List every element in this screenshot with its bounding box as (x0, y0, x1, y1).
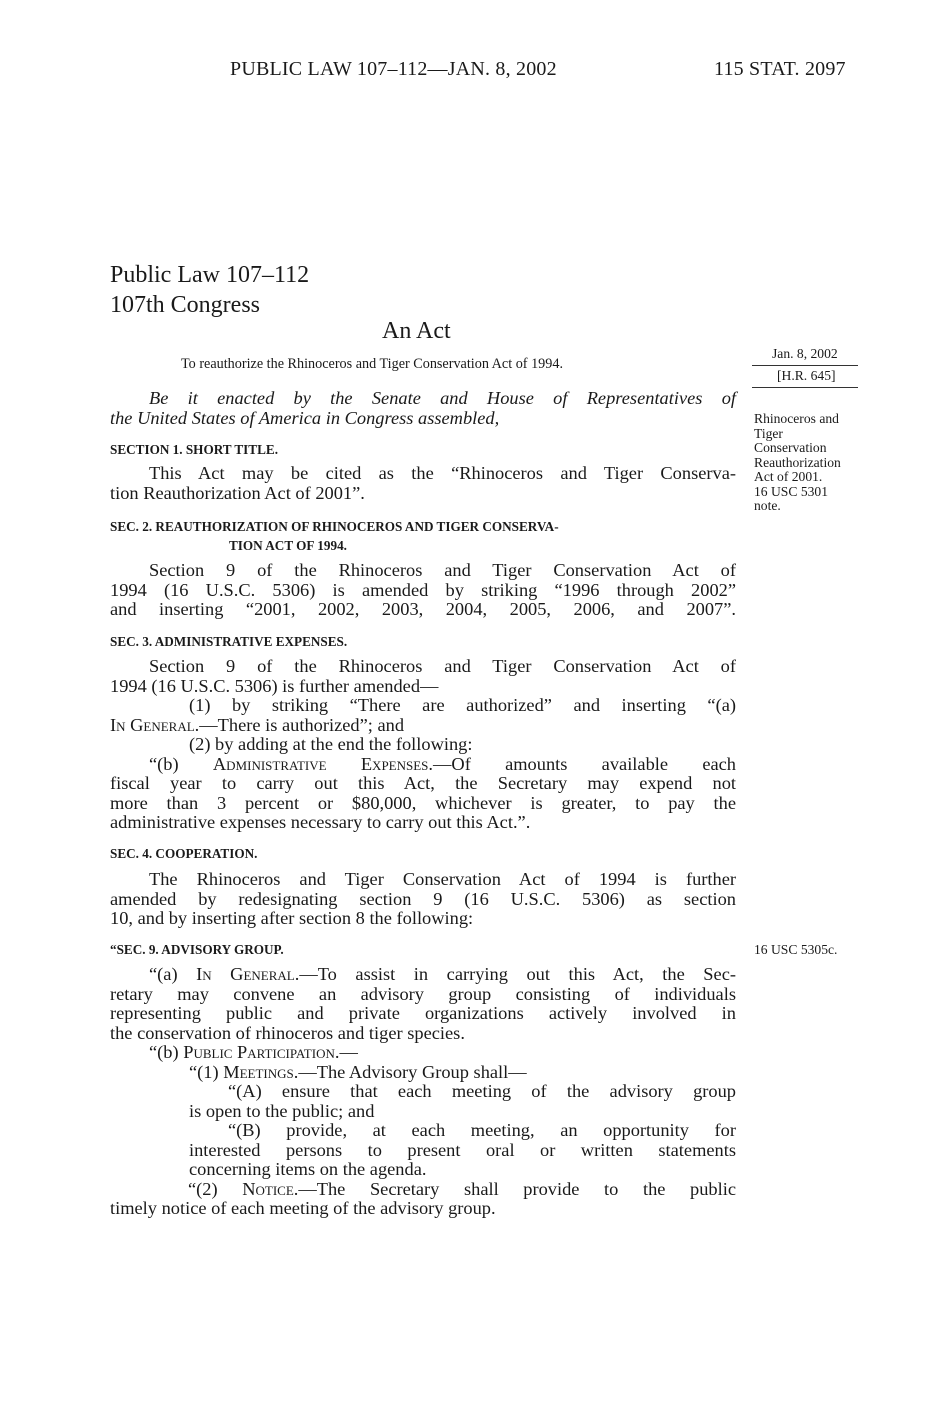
text-line: (1) by striking “There are authorized” and inserting “(a) (189, 695, 736, 715)
text-line: 1994 (16 U.S.C. 5306) is further amended— (110, 675, 439, 696)
margin-line: Act of 2001. (754, 469, 823, 484)
margin-short-title-note (754, 412, 841, 514)
section-2-text (110, 561, 736, 620)
text-line: Section 9 of the Rhinoceros and Tiger Conservation Act of (149, 560, 736, 580)
section-3-text (110, 657, 736, 833)
small-caps-term: Administrative Expenses (212, 753, 429, 774)
text-line: (2) by adding at the end the following: (189, 734, 473, 754)
small-caps-term: In General (196, 964, 295, 984)
text-line: the conservation of rhinoceros and tiger species. (110, 1022, 465, 1043)
text-line (110, 716, 736, 736)
text-line (149, 1043, 736, 1063)
text-line: tion Reauthorization Act of 2001”. (110, 482, 365, 503)
margin-date: Jan. 8, 2002 (772, 346, 838, 361)
margin-sec9-note: 16 USC 5305c. (754, 942, 838, 957)
margin-line: 16 USC 5301 (754, 483, 829, 499)
text-line: concerning items on the agenda. (189, 1159, 427, 1179)
running-header-stat: 115 STAT. 2097 (714, 58, 846, 80)
text-span: “(a) (149, 964, 197, 984)
section-1-heading: SECTION 1. SHORT TITLE. (110, 442, 278, 457)
section-9-text (110, 965, 736, 1219)
section-2-heading: SEC. 2. REAUTHORIZATION OF RHINOCEROS AND TIGER CONSERVA- (110, 519, 559, 534)
text-line: The Rhinoceros and Tiger Conservation Act of 1994 is further (149, 869, 736, 889)
text-span: .—The Advisory Group shall— (293, 1061, 527, 1082)
small-caps-term: Notice (242, 1178, 294, 1199)
margin-line: Reauthorization (754, 454, 841, 470)
text-line: interested persons to present oral or written statements (189, 1139, 736, 1160)
text-line: is open to the public; and (189, 1100, 375, 1121)
section-3-heading: SEC. 3. ADMINISTRATIVE EXPENSES. (110, 634, 348, 649)
margin-line: Tiger (754, 425, 783, 441)
section-2-heading-cont: TION ACT OF 1994. (229, 538, 347, 553)
margin-rule-bottom (752, 387, 858, 388)
text-line: fiscal year to carry out this Act, the Secretary may expend not (110, 773, 736, 793)
text-span: .—To assist in carrying out this Act, the Sec- (294, 964, 736, 984)
text-line: representing public and private organizations actively involved in (110, 1003, 736, 1023)
text-line: 1994 (16 U.S.C. 5306) is amended by striking “1996 through 2002” (110, 579, 736, 600)
margin-line: Conservation (754, 440, 827, 455)
text-line: and inserting “2001, 2002, 2003, 2004, 2005, 2006, and 2007”. (110, 599, 736, 619)
text-line: administrative expenses necessary to carry out this Act.”. (110, 812, 531, 832)
text-line: Section 9 of the Rhinoceros and Tiger Conservation Act of (149, 656, 736, 676)
text-line: retary may convene an advisory group consisting of individuals (110, 983, 736, 1004)
text-span: “(2) (188, 1178, 243, 1199)
enacting-line: Be it enacted by the Senate and House of Representatives of (149, 388, 736, 408)
enacting-line: the United States of America in Congress assembled, (110, 407, 500, 428)
section-9-heading: “SEC. 9. ADVISORY GROUP. (110, 942, 284, 957)
running-header-law: PUBLIC LAW 107–112—JAN. 8, 2002 (230, 58, 557, 80)
small-caps-term: Public Participation (183, 1042, 335, 1062)
small-caps-term: In General (110, 714, 195, 735)
text-line: “(A) ensure that each meeting of the advisory group (228, 1081, 736, 1101)
text-line (149, 1180, 736, 1200)
margin-bill: [H.R. 645] (777, 368, 836, 383)
text-span: “(1) (189, 1061, 224, 1082)
act-heading: An Act (382, 318, 451, 344)
text-line: 10, and by inserting after section 8 the following: (110, 908, 474, 928)
text-line (110, 965, 736, 985)
act-purpose: To reauthorize the Rhinoceros and Tiger Conservation Act of 1994. (181, 356, 563, 372)
small-caps-term: Meetings (223, 1061, 294, 1082)
margin-rule-top (752, 365, 858, 366)
text-span: .—The Secretary shall provide to the public (293, 1178, 736, 1199)
text-line: more than 3 percent or $80,000, whichever is greater, to pay the (110, 792, 736, 813)
text-span: .—There is authorized”; and (194, 714, 405, 735)
margin-line: Rhinoceros and (754, 411, 839, 426)
text-line (189, 1063, 736, 1083)
section-1-text (110, 464, 736, 503)
text-line: amended by redesignating section 9 (16 U.S.C. 5306) as section (110, 888, 736, 909)
text-span: .— (334, 1042, 358, 1062)
text-span: “(b) (149, 753, 213, 774)
text-line: timely notice of each meeting of the advisory group. (110, 1198, 496, 1218)
congress-title: 107th Congress (110, 292, 260, 318)
section-4-heading: SEC. 4. COOPERATION. (110, 846, 258, 861)
enacting-clause (110, 389, 736, 428)
text-line: “(B) provide, at each meeting, an opportunity for (228, 1120, 736, 1140)
text-span: .—Of amounts available each (428, 753, 737, 774)
section-4-text (110, 870, 736, 929)
law-title: Public Law 107–112 (110, 262, 310, 288)
text-span: “(b) (149, 1042, 184, 1062)
text-line (110, 755, 736, 775)
text-line: This Act may be cited as the “Rhinoceros and Tiger Conserva- (149, 463, 736, 483)
margin-line: note. (754, 498, 781, 513)
